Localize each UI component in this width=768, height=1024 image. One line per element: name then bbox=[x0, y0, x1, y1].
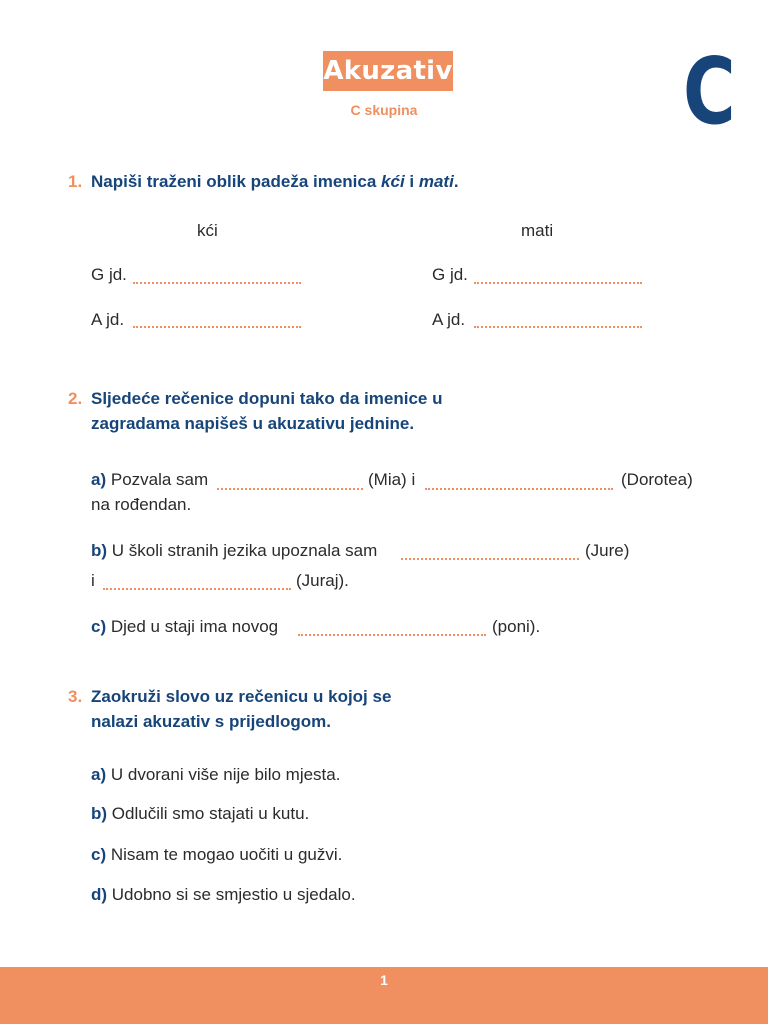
kci-a-label: A jd. bbox=[91, 310, 125, 329]
task3-option-c[interactable] bbox=[91, 842, 342, 867]
task3-option-c-label: c) bbox=[91, 845, 107, 864]
kci-g-blank[interactable] bbox=[133, 282, 301, 284]
task2-c-text2: (poni). bbox=[492, 617, 541, 636]
task3-number: 3. bbox=[68, 687, 83, 706]
task3-option-b-label: b) bbox=[91, 804, 108, 823]
task3-option-a-label: a) bbox=[91, 765, 107, 784]
task2-b-blank-jure[interactable] bbox=[401, 558, 579, 560]
kci-a-blank[interactable] bbox=[133, 326, 301, 328]
task1-q-word1: kći bbox=[381, 172, 405, 191]
task2-a-text1: Pozvala sam bbox=[110, 470, 209, 489]
task2-a-line1 bbox=[91, 467, 208, 492]
task3-option-a[interactable] bbox=[91, 762, 340, 787]
title-box bbox=[323, 51, 453, 91]
task2-a-blank-mia[interactable] bbox=[217, 488, 363, 490]
task2-a-text4: na rođendan. bbox=[91, 495, 192, 514]
task2-a-text2: (Mia) i bbox=[368, 470, 416, 489]
task1-q-mid: i bbox=[404, 172, 419, 191]
task2-c-line1 bbox=[91, 614, 278, 639]
task1-q-start: Napiši traženi oblik padeža imenica bbox=[91, 172, 382, 191]
task2-b-text1: U školi stranih jezika upoznala sam bbox=[111, 541, 378, 560]
task3-question-line2: nalazi akuzativ s prijedlogom. bbox=[91, 712, 331, 731]
page-number: 1 bbox=[380, 972, 388, 988]
kci-g-label: G jd. bbox=[91, 265, 127, 284]
task2-a-blank-dorotea[interactable] bbox=[425, 488, 613, 490]
task3-option-b[interactable] bbox=[91, 801, 309, 826]
task2-b-text4: (Juraj). bbox=[296, 571, 349, 590]
task2-question-line2: zagradama napišeš u akuzativu jednine. bbox=[91, 414, 415, 433]
task2-b-blank-juraj[interactable] bbox=[103, 588, 291, 590]
page-subtitle: C skupina bbox=[350, 102, 418, 118]
mati-g-blank[interactable] bbox=[474, 282, 642, 284]
group-letter: C bbox=[683, 38, 736, 145]
task3-option-c-text: Nisam te mogao uočiti u gužvi. bbox=[110, 845, 343, 864]
task3-option-a-text: U dvorani više nije bilo mjesta. bbox=[110, 765, 341, 784]
task2-question-line1: Sljedeće rečenice dopuni tako da imenice u bbox=[91, 389, 443, 408]
col-header-kci: kći bbox=[197, 221, 218, 240]
task2-b-text3: i bbox=[91, 571, 95, 590]
mati-a-label: A jd. bbox=[432, 310, 466, 329]
task2-a-text3: (Dorotea) bbox=[621, 470, 693, 489]
task1-question bbox=[91, 169, 511, 194]
task2-c-label: c) bbox=[91, 617, 107, 636]
task3-option-d-label: d) bbox=[91, 885, 108, 904]
mati-a-blank[interactable] bbox=[474, 326, 642, 328]
task2-b-text2: (Jure) bbox=[585, 541, 630, 560]
task1-number: 1. bbox=[68, 172, 83, 191]
task2-c-blank-poni[interactable] bbox=[298, 634, 486, 636]
task2-b-label: b) bbox=[91, 541, 108, 560]
task3-option-d-text: Udobno si se smjestio u sjedalo. bbox=[111, 885, 356, 904]
task3-option-d[interactable] bbox=[91, 882, 356, 907]
page-title: Akuzativ bbox=[323, 56, 453, 86]
task2-number: 2. bbox=[68, 389, 83, 408]
task3-option-b-text: Odlučili smo stajati u kutu. bbox=[111, 804, 310, 823]
task1-q-end: . bbox=[453, 172, 459, 191]
task2-b-line1 bbox=[91, 538, 377, 563]
task2-c-text1: Djed u staji ima novog bbox=[110, 617, 279, 636]
col-header-mati: mati bbox=[521, 221, 554, 240]
task3-question-line1: Zaokruži slovo uz rečenicu u kojoj se bbox=[91, 687, 392, 706]
task2-a-label: a) bbox=[91, 470, 107, 489]
task1-q-word2: mati bbox=[418, 172, 454, 191]
mati-g-label: G jd. bbox=[432, 265, 468, 284]
